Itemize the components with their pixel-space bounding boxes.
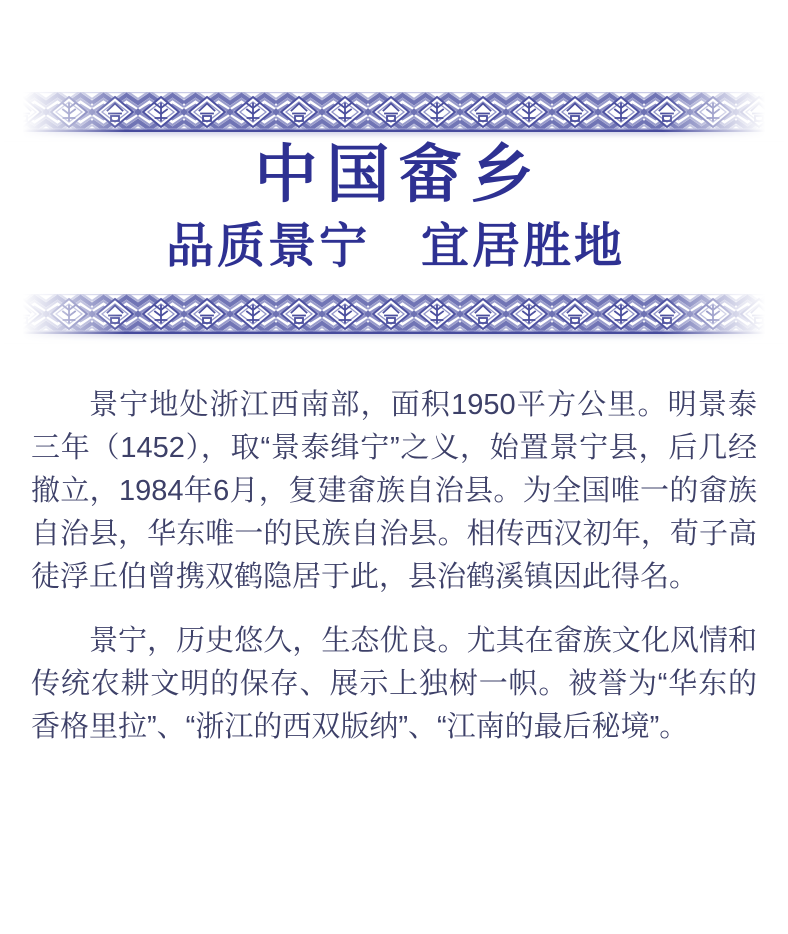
paragraph-culture: 景宁，历史悠久，生态优良。尤其在畲族文化风情和传统农耕文明的保存、展示上独树一帜。被誉为“华东的香格里拉”、“浙江的西双版纳”、“江南的最后秘境”。 bbox=[31, 625, 757, 743]
paragraph-intro: 景宁地处浙江西南部，面积1950平方公里。明景泰三年（1452），取“景泰缉宁”之义，始置景宁县，后几经撤立，1984年6月，复建畲族自治县。为全国唯一的畲族自治县，华东唯一的民族自治县。相传西汉初年，荀子高徒浮丘伯曾携双鹤隐居于此，县治鹤溪镇因此得名。 bbox=[31, 389, 757, 593]
she-brocade-border-bottom bbox=[0, 294, 788, 334]
page-subtitle: 品质景宁 宜居胜地 bbox=[165, 220, 625, 273]
band-fade-left bbox=[0, 291, 125, 343]
band-fade-left bbox=[0, 89, 125, 141]
band-fade-right bbox=[663, 89, 788, 141]
she-brocade-border-top bbox=[0, 92, 788, 132]
band-fade-right bbox=[663, 291, 788, 343]
page-title: 中国畲乡 bbox=[254, 140, 543, 210]
article-body bbox=[31, 384, 757, 770]
